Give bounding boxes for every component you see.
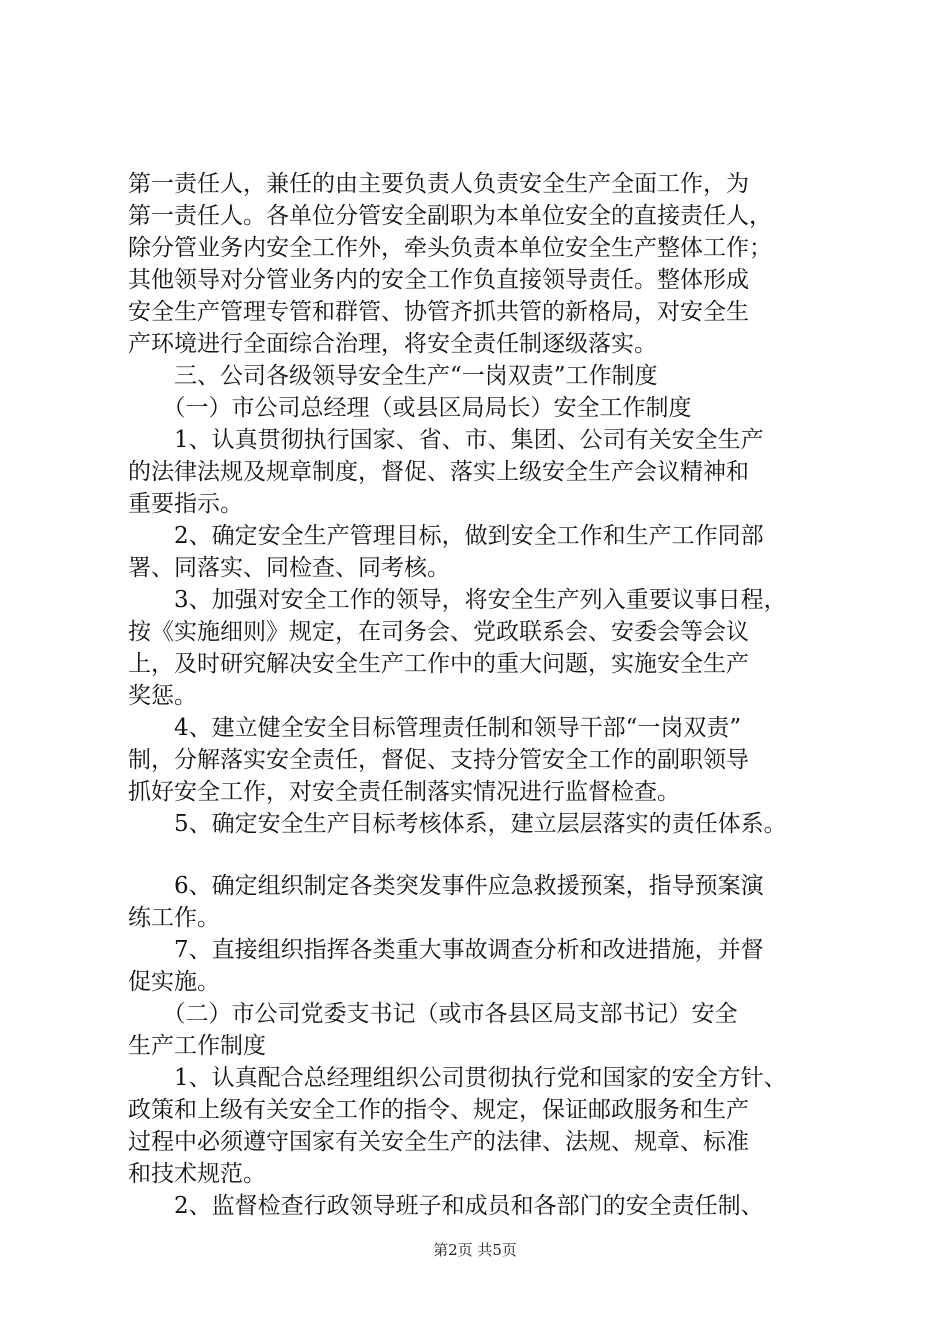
text-line: 3、加强对安全工作的领导，将安全生产列入重要议事日程，: [128, 587, 787, 613]
text-line: 过程中必须遵守国家有关安全生产的法律、法规、规章、标准: [128, 1129, 749, 1155]
text-line: 制，分解落实安全责任，督促、支持分管安全工作的副职领导: [128, 747, 749, 773]
subsection-heading: （一）市公司总经理（或县区局局长）安全工作制度: [128, 395, 692, 421]
subsection-heading: （二）市公司党委支书记（或市各县区局支部书记）安全: [128, 1001, 738, 1027]
page-footer: 第2页 共5页: [433, 1241, 517, 1259]
text-line: 4、建立健全安全目标管理责任制和领导干部“一岗双责”: [128, 715, 742, 741]
text-line: 上，及时研究解决安全生产工作中的重大问题，实施安全生产: [128, 651, 749, 677]
document-body: [128, 168, 840, 1222]
text-line: 安全生产管理专管和群管、协管齐抓共管的新格局，对安全生: [128, 299, 749, 325]
text-line: 政策和上级有关安全工作的指令、规定，保证邮政服务和生产: [128, 1097, 749, 1123]
text-line: 抓好安全工作，对安全责任制落实情况进行监督检查。: [128, 779, 680, 805]
text-line: 奖惩。: [128, 683, 197, 709]
text-line: 的法律法规及规章制度，督促、落实上级安全生产会议精神和: [128, 459, 749, 485]
text-line: 1、认真贯彻执行国家、省、市、集团、公司有关安全生产: [128, 427, 764, 453]
text-line: 署、同落实、同检查、同考核。: [128, 555, 450, 581]
text-line: 5、确定安全生产目标考核体系，建立层层落实的责任体系。: [128, 811, 787, 837]
text-line: 产环境进行全面综合治理，将安全责任制逐级落实。: [128, 331, 657, 357]
text-line: 其他领导对分管业务内的安全工作负直接领导责任。整体形成: [128, 267, 749, 293]
text-line: 练工作。: [128, 905, 220, 931]
text-line: 1、认真配合总经理组织公司贯彻执行党和国家的安全方针、: [128, 1065, 787, 1091]
text-line: 除分管业务内安全工作外，牵头负责本单位安全生产整体工作；: [128, 235, 772, 261]
paragraph-gap: [128, 840, 840, 870]
text-line: 第一责任人，兼任的由主要负责人负责安全生产全面工作，为: [128, 171, 749, 197]
text-line: 7、直接组织指挥各类重大事故调查分析和改进措施，并督: [128, 937, 764, 963]
text-line: 第一责任人。各单位分管安全副职为本单位安全的直接责任人，: [128, 203, 772, 229]
text-line: 重要指示。: [128, 491, 243, 517]
text-line: 促实施。: [128, 969, 220, 995]
text-line: 6、确定组织制定各类突发事件应急救援预案，指导预案演: [128, 873, 764, 899]
text-line: 和技术规范。: [128, 1161, 266, 1187]
text-line: 2、确定安全生产管理目标，做到安全工作和生产工作同部: [128, 523, 764, 549]
text-line: 按《实施细则》规定，在司务会、党政联系会、安委会等会议: [128, 619, 749, 645]
text-line: 2、监督检查行政领导班子和成员和各部门的安全责任制、: [128, 1193, 764, 1219]
subsection-heading: 生产工作制度: [128, 1033, 266, 1059]
section-heading: 三、公司各级领导安全生产“一岗双责”工作制度: [128, 363, 658, 389]
